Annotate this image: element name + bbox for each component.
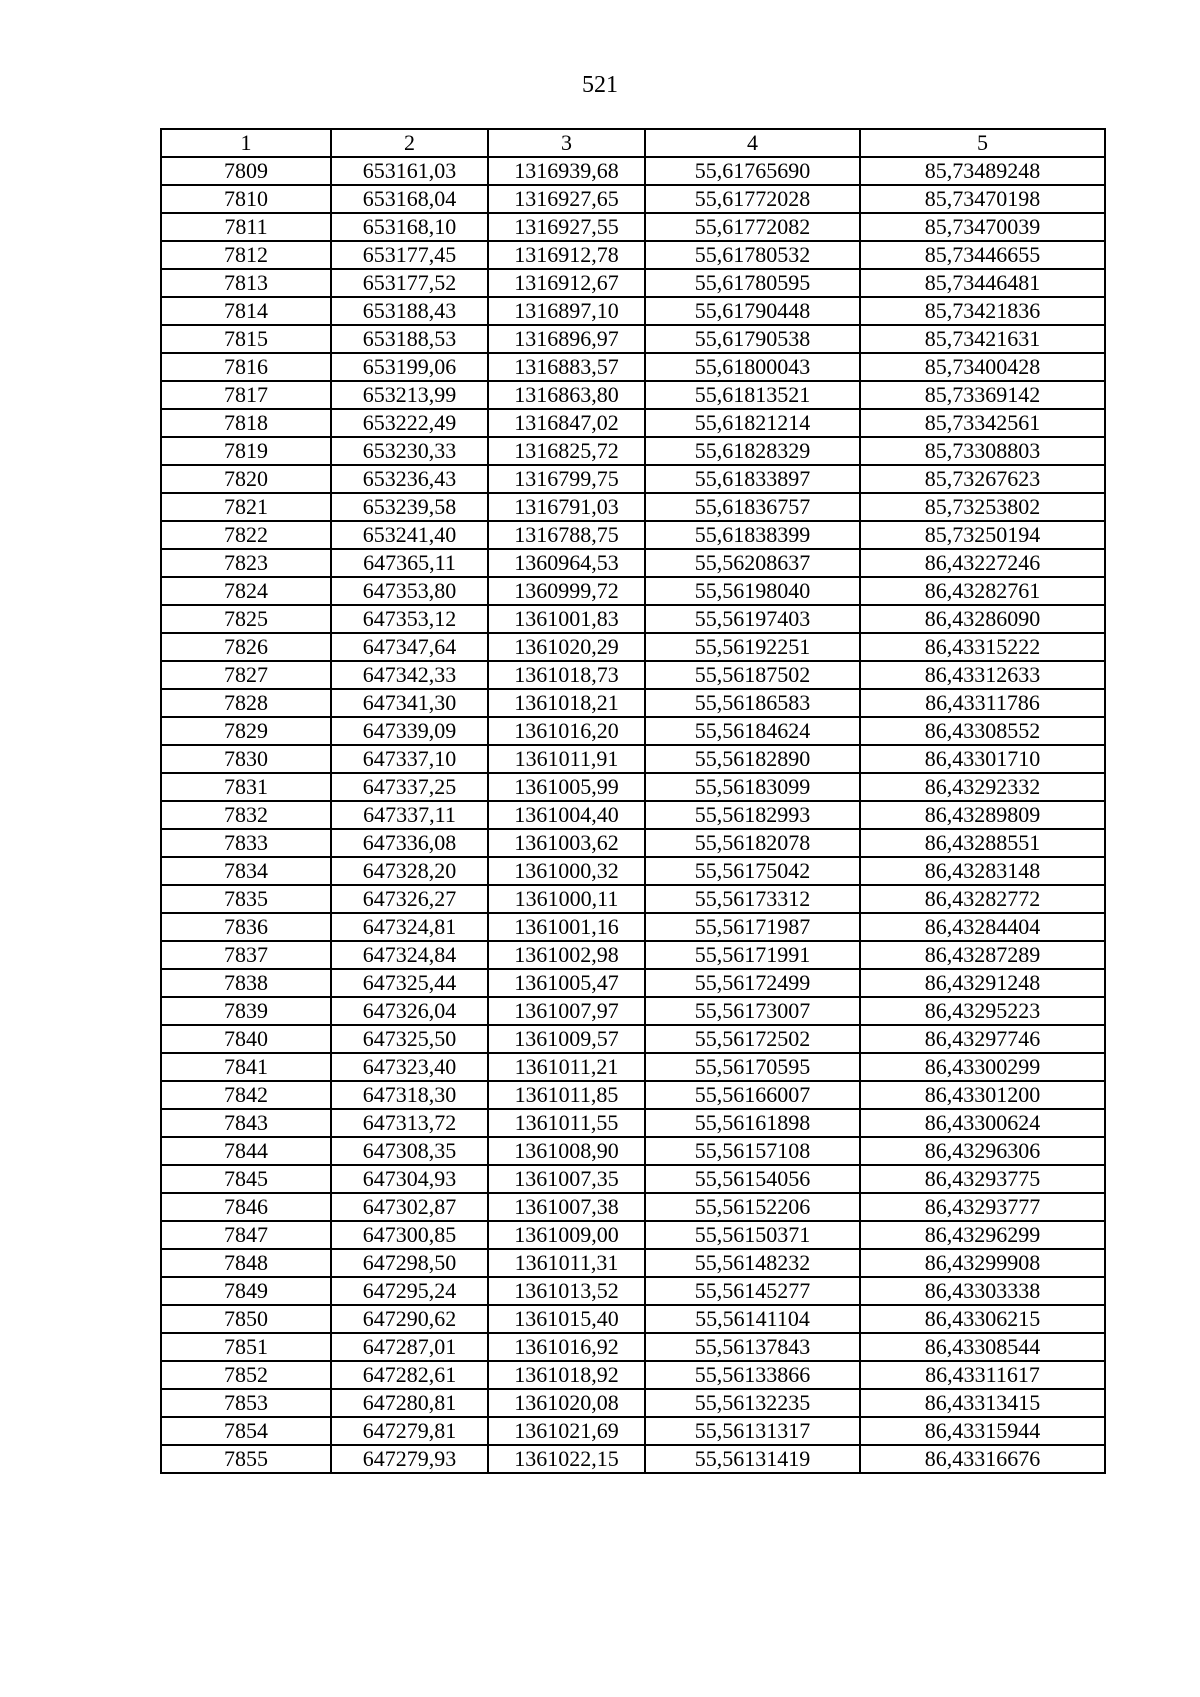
point-number-cell: 7839 xyxy=(161,997,331,1025)
page-number: 521 xyxy=(582,72,618,98)
x-coordinate-cell: 653168,04 xyxy=(331,185,488,213)
x-coordinate-cell: 647324,84 xyxy=(331,941,488,969)
latitude-cell: 55,56172502 xyxy=(645,1025,860,1053)
x-coordinate-cell: 647318,30 xyxy=(331,1081,488,1109)
y-coordinate-cell: 1361022,15 xyxy=(488,1445,645,1473)
longitude-cell: 85,73400428 xyxy=(860,353,1105,381)
x-coordinate-cell: 647353,80 xyxy=(331,577,488,605)
x-coordinate-cell: 653213,99 xyxy=(331,381,488,409)
latitude-cell: 55,61828329 xyxy=(645,437,860,465)
longitude-cell: 86,43296306 xyxy=(860,1137,1105,1165)
table-row xyxy=(161,969,1105,997)
point-number-cell: 7831 xyxy=(161,773,331,801)
table-row xyxy=(161,521,1105,549)
x-coordinate-cell: 647326,27 xyxy=(331,885,488,913)
latitude-cell: 55,56186583 xyxy=(645,689,860,717)
table-row xyxy=(161,801,1105,829)
longitude-cell: 86,43308544 xyxy=(860,1333,1105,1361)
y-coordinate-cell: 1361018,21 xyxy=(488,689,645,717)
y-coordinate-cell: 1361005,99 xyxy=(488,773,645,801)
table-row xyxy=(161,1221,1105,1249)
y-coordinate-cell: 1361008,90 xyxy=(488,1137,645,1165)
latitude-cell: 55,56182993 xyxy=(645,801,860,829)
latitude-cell: 55,56148232 xyxy=(645,1249,860,1277)
latitude-cell: 55,56192251 xyxy=(645,633,860,661)
y-coordinate-cell: 1361011,55 xyxy=(488,1109,645,1137)
longitude-cell: 86,43313415 xyxy=(860,1389,1105,1417)
x-coordinate-cell: 647279,81 xyxy=(331,1417,488,1445)
point-number-cell: 7809 xyxy=(161,157,331,185)
y-coordinate-cell: 1361009,00 xyxy=(488,1221,645,1249)
latitude-cell: 55,61838399 xyxy=(645,521,860,549)
point-number-cell: 7847 xyxy=(161,1221,331,1249)
x-coordinate-cell: 653241,40 xyxy=(331,521,488,549)
y-coordinate-cell: 1316897,10 xyxy=(488,297,645,325)
point-number-cell: 7851 xyxy=(161,1333,331,1361)
y-coordinate-cell: 1361000,11 xyxy=(488,885,645,913)
longitude-cell: 86,43308552 xyxy=(860,717,1105,745)
longitude-cell: 86,43316676 xyxy=(860,1445,1105,1473)
x-coordinate-cell: 647308,35 xyxy=(331,1137,488,1165)
latitude-cell: 55,56152206 xyxy=(645,1193,860,1221)
latitude-cell: 55,56137843 xyxy=(645,1333,860,1361)
latitude-cell: 55,56197403 xyxy=(645,605,860,633)
longitude-cell: 86,43296299 xyxy=(860,1221,1105,1249)
longitude-cell: 86,43282772 xyxy=(860,885,1105,913)
longitude-cell: 86,43288551 xyxy=(860,829,1105,857)
y-coordinate-cell: 1316825,72 xyxy=(488,437,645,465)
point-number-cell: 7848 xyxy=(161,1249,331,1277)
point-number-cell: 7854 xyxy=(161,1417,331,1445)
x-coordinate-cell: 647280,81 xyxy=(331,1389,488,1417)
point-number-cell: 7837 xyxy=(161,941,331,969)
table-row xyxy=(161,829,1105,857)
latitude-cell: 55,56132235 xyxy=(645,1389,860,1417)
x-coordinate-cell: 653177,45 xyxy=(331,241,488,269)
x-coordinate-cell: 647287,01 xyxy=(331,1333,488,1361)
table-row xyxy=(161,689,1105,717)
point-number-cell: 7835 xyxy=(161,885,331,913)
point-number-cell: 7850 xyxy=(161,1305,331,1333)
latitude-cell: 55,56172499 xyxy=(645,969,860,997)
point-number-cell: 7841 xyxy=(161,1053,331,1081)
latitude-cell: 55,56182078 xyxy=(645,829,860,857)
table-row xyxy=(161,353,1105,381)
table-row xyxy=(161,1193,1105,1221)
y-coordinate-cell: 1361020,08 xyxy=(488,1389,645,1417)
table-row xyxy=(161,1249,1105,1277)
longitude-cell: 86,43311786 xyxy=(860,689,1105,717)
x-coordinate-cell: 647337,10 xyxy=(331,745,488,773)
y-coordinate-cell: 1316912,78 xyxy=(488,241,645,269)
longitude-cell: 86,43300299 xyxy=(860,1053,1105,1081)
column-header-5: 5 xyxy=(860,129,1105,157)
longitude-cell: 85,73470198 xyxy=(860,185,1105,213)
table-row xyxy=(161,549,1105,577)
y-coordinate-cell: 1361021,69 xyxy=(488,1417,645,1445)
longitude-cell: 85,73369142 xyxy=(860,381,1105,409)
point-number-cell: 7822 xyxy=(161,521,331,549)
latitude-cell: 55,56161898 xyxy=(645,1109,860,1137)
latitude-cell: 55,56154056 xyxy=(645,1165,860,1193)
table-row xyxy=(161,1137,1105,1165)
y-coordinate-cell: 1361018,73 xyxy=(488,661,645,689)
latitude-cell: 55,61836757 xyxy=(645,493,860,521)
longitude-cell: 85,73267623 xyxy=(860,465,1105,493)
latitude-cell: 55,56145277 xyxy=(645,1277,860,1305)
y-coordinate-cell: 1361001,83 xyxy=(488,605,645,633)
x-coordinate-cell: 653222,49 xyxy=(331,409,488,437)
x-coordinate-cell: 647304,93 xyxy=(331,1165,488,1193)
table-row xyxy=(161,997,1105,1025)
latitude-cell: 55,56171991 xyxy=(645,941,860,969)
longitude-cell: 86,43306215 xyxy=(860,1305,1105,1333)
x-coordinate-cell: 647290,62 xyxy=(331,1305,488,1333)
coordinates-table xyxy=(160,128,1106,1474)
longitude-cell: 85,73446655 xyxy=(860,241,1105,269)
point-number-cell: 7845 xyxy=(161,1165,331,1193)
table-row xyxy=(161,1417,1105,1445)
point-number-cell: 7825 xyxy=(161,605,331,633)
column-header-2: 2 xyxy=(331,129,488,157)
x-coordinate-cell: 647328,20 xyxy=(331,857,488,885)
point-number-cell: 7853 xyxy=(161,1389,331,1417)
y-coordinate-cell: 1361015,40 xyxy=(488,1305,645,1333)
latitude-cell: 55,56187502 xyxy=(645,661,860,689)
y-coordinate-cell: 1361003,62 xyxy=(488,829,645,857)
y-coordinate-cell: 1316939,68 xyxy=(488,157,645,185)
x-coordinate-cell: 653236,43 xyxy=(331,465,488,493)
y-coordinate-cell: 1361011,21 xyxy=(488,1053,645,1081)
point-number-cell: 7849 xyxy=(161,1277,331,1305)
x-coordinate-cell: 647336,08 xyxy=(331,829,488,857)
point-number-cell: 7818 xyxy=(161,409,331,437)
x-coordinate-cell: 647337,11 xyxy=(331,801,488,829)
table-row xyxy=(161,773,1105,801)
y-coordinate-cell: 1361000,32 xyxy=(488,857,645,885)
table-row xyxy=(161,1333,1105,1361)
y-coordinate-cell: 1361009,57 xyxy=(488,1025,645,1053)
latitude-cell: 55,56182890 xyxy=(645,745,860,773)
table-row xyxy=(161,577,1105,605)
longitude-cell: 86,43283148 xyxy=(860,857,1105,885)
x-coordinate-cell: 653161,03 xyxy=(331,157,488,185)
table-row xyxy=(161,1081,1105,1109)
table-row xyxy=(161,857,1105,885)
column-header-4: 4 xyxy=(645,129,860,157)
point-number-cell: 7846 xyxy=(161,1193,331,1221)
x-coordinate-cell: 653239,58 xyxy=(331,493,488,521)
point-number-cell: 7814 xyxy=(161,297,331,325)
y-coordinate-cell: 1361018,92 xyxy=(488,1361,645,1389)
table-row xyxy=(161,1305,1105,1333)
latitude-cell: 55,56150371 xyxy=(645,1221,860,1249)
point-number-cell: 7826 xyxy=(161,633,331,661)
point-number-cell: 7829 xyxy=(161,717,331,745)
y-coordinate-cell: 1361011,31 xyxy=(488,1249,645,1277)
point-number-cell: 7811 xyxy=(161,213,331,241)
point-number-cell: 7833 xyxy=(161,829,331,857)
x-coordinate-cell: 647324,81 xyxy=(331,913,488,941)
table-row xyxy=(161,297,1105,325)
longitude-cell: 85,73250194 xyxy=(860,521,1105,549)
point-number-cell: 7816 xyxy=(161,353,331,381)
latitude-cell: 55,56166007 xyxy=(645,1081,860,1109)
x-coordinate-cell: 653199,06 xyxy=(331,353,488,381)
point-number-cell: 7838 xyxy=(161,969,331,997)
y-coordinate-cell: 1361007,97 xyxy=(488,997,645,1025)
longitude-cell: 86,43282761 xyxy=(860,577,1105,605)
point-number-cell: 7810 xyxy=(161,185,331,213)
longitude-cell: 86,43303338 xyxy=(860,1277,1105,1305)
y-coordinate-cell: 1361020,29 xyxy=(488,633,645,661)
point-number-cell: 7828 xyxy=(161,689,331,717)
latitude-cell: 55,61813521 xyxy=(645,381,860,409)
y-coordinate-cell: 1316896,97 xyxy=(488,325,645,353)
longitude-cell: 86,43293775 xyxy=(860,1165,1105,1193)
x-coordinate-cell: 647339,09 xyxy=(331,717,488,745)
latitude-cell: 55,61821214 xyxy=(645,409,860,437)
table-row xyxy=(161,661,1105,689)
latitude-cell: 55,56173312 xyxy=(645,885,860,913)
table-row xyxy=(161,885,1105,913)
longitude-cell: 86,43227246 xyxy=(860,549,1105,577)
table-row xyxy=(161,1389,1105,1417)
latitude-cell: 55,56208637 xyxy=(645,549,860,577)
point-number-cell: 7852 xyxy=(161,1361,331,1389)
y-coordinate-cell: 1316791,03 xyxy=(488,493,645,521)
table-row xyxy=(161,213,1105,241)
point-number-cell: 7830 xyxy=(161,745,331,773)
latitude-cell: 55,56183099 xyxy=(645,773,860,801)
y-coordinate-cell: 1316863,80 xyxy=(488,381,645,409)
y-coordinate-cell: 1361002,98 xyxy=(488,941,645,969)
longitude-cell: 86,43292332 xyxy=(860,773,1105,801)
y-coordinate-cell: 1361007,38 xyxy=(488,1193,645,1221)
latitude-cell: 55,56198040 xyxy=(645,577,860,605)
x-coordinate-cell: 647337,25 xyxy=(331,773,488,801)
x-coordinate-cell: 647279,93 xyxy=(331,1445,488,1473)
latitude-cell: 55,61780532 xyxy=(645,241,860,269)
longitude-cell: 86,43300624 xyxy=(860,1109,1105,1137)
point-number-cell: 7840 xyxy=(161,1025,331,1053)
latitude-cell: 55,61772082 xyxy=(645,213,860,241)
column-header-3: 3 xyxy=(488,129,645,157)
latitude-cell: 55,61790448 xyxy=(645,297,860,325)
longitude-cell: 85,73446481 xyxy=(860,269,1105,297)
x-coordinate-cell: 647341,30 xyxy=(331,689,488,717)
table-row xyxy=(161,1025,1105,1053)
latitude-cell: 55,56184624 xyxy=(645,717,860,745)
x-coordinate-cell: 647295,24 xyxy=(331,1277,488,1305)
longitude-cell: 86,43284404 xyxy=(860,913,1105,941)
y-coordinate-cell: 1360999,72 xyxy=(488,577,645,605)
longitude-cell: 86,43289809 xyxy=(860,801,1105,829)
table-row xyxy=(161,381,1105,409)
table-header-row xyxy=(161,129,1105,157)
point-number-cell: 7855 xyxy=(161,1445,331,1473)
table-body xyxy=(161,157,1105,1473)
latitude-cell: 55,56131317 xyxy=(645,1417,860,1445)
y-coordinate-cell: 1361004,40 xyxy=(488,801,645,829)
point-number-cell: 7817 xyxy=(161,381,331,409)
point-number-cell: 7812 xyxy=(161,241,331,269)
latitude-cell: 55,56157108 xyxy=(645,1137,860,1165)
table-row xyxy=(161,605,1105,633)
point-number-cell: 7824 xyxy=(161,577,331,605)
y-coordinate-cell: 1316927,55 xyxy=(488,213,645,241)
y-coordinate-cell: 1361013,52 xyxy=(488,1277,645,1305)
longitude-cell: 86,43287289 xyxy=(860,941,1105,969)
x-coordinate-cell: 647365,11 xyxy=(331,549,488,577)
y-coordinate-cell: 1361001,16 xyxy=(488,913,645,941)
x-coordinate-cell: 647282,61 xyxy=(331,1361,488,1389)
x-coordinate-cell: 647325,50 xyxy=(331,1025,488,1053)
latitude-cell: 55,56170595 xyxy=(645,1053,860,1081)
y-coordinate-cell: 1316883,57 xyxy=(488,353,645,381)
table-row xyxy=(161,633,1105,661)
table-row xyxy=(161,269,1105,297)
table-row xyxy=(161,1445,1105,1473)
longitude-cell: 86,43293777 xyxy=(860,1193,1105,1221)
table-row xyxy=(161,1277,1105,1305)
y-coordinate-cell: 1316788,75 xyxy=(488,521,645,549)
longitude-cell: 86,43301710 xyxy=(860,745,1105,773)
longitude-cell: 86,43286090 xyxy=(860,605,1105,633)
x-coordinate-cell: 647325,44 xyxy=(331,969,488,997)
y-coordinate-cell: 1361005,47 xyxy=(488,969,645,997)
latitude-cell: 55,56141104 xyxy=(645,1305,860,1333)
longitude-cell: 86,43301200 xyxy=(860,1081,1105,1109)
latitude-cell: 55,61833897 xyxy=(645,465,860,493)
table-row xyxy=(161,465,1105,493)
latitude-cell: 55,61800043 xyxy=(645,353,860,381)
table-row xyxy=(161,1053,1105,1081)
x-coordinate-cell: 647342,33 xyxy=(331,661,488,689)
longitude-cell: 85,73489248 xyxy=(860,157,1105,185)
x-coordinate-cell: 647323,40 xyxy=(331,1053,488,1081)
longitude-cell: 85,73308803 xyxy=(860,437,1105,465)
table-row xyxy=(161,157,1105,185)
x-coordinate-cell: 647347,64 xyxy=(331,633,488,661)
latitude-cell: 55,56173007 xyxy=(645,997,860,1025)
latitude-cell: 55,61790538 xyxy=(645,325,860,353)
table-row xyxy=(161,913,1105,941)
longitude-cell: 86,43311617 xyxy=(860,1361,1105,1389)
table-row xyxy=(161,185,1105,213)
point-number-cell: 7813 xyxy=(161,269,331,297)
table-row xyxy=(161,941,1105,969)
y-coordinate-cell: 1361007,35 xyxy=(488,1165,645,1193)
longitude-cell: 86,43297746 xyxy=(860,1025,1105,1053)
y-coordinate-cell: 1316799,75 xyxy=(488,465,645,493)
point-number-cell: 7815 xyxy=(161,325,331,353)
point-number-cell: 7823 xyxy=(161,549,331,577)
x-coordinate-cell: 653230,33 xyxy=(331,437,488,465)
table-row xyxy=(161,437,1105,465)
column-header-1: 1 xyxy=(161,129,331,157)
latitude-cell: 55,56131419 xyxy=(645,1445,860,1473)
longitude-cell: 85,73342561 xyxy=(860,409,1105,437)
longitude-cell: 86,43312633 xyxy=(860,661,1105,689)
longitude-cell: 85,73421836 xyxy=(860,297,1105,325)
longitude-cell: 85,73470039 xyxy=(860,213,1105,241)
table-row xyxy=(161,409,1105,437)
x-coordinate-cell: 647353,12 xyxy=(331,605,488,633)
x-coordinate-cell: 647302,87 xyxy=(331,1193,488,1221)
table-row xyxy=(161,325,1105,353)
x-coordinate-cell: 647326,04 xyxy=(331,997,488,1025)
x-coordinate-cell: 647298,50 xyxy=(331,1249,488,1277)
table-row xyxy=(161,717,1105,745)
point-number-cell: 7834 xyxy=(161,857,331,885)
table-row xyxy=(161,1109,1105,1137)
point-number-cell: 7819 xyxy=(161,437,331,465)
point-number-cell: 7820 xyxy=(161,465,331,493)
point-number-cell: 7842 xyxy=(161,1081,331,1109)
y-coordinate-cell: 1361011,91 xyxy=(488,745,645,773)
y-coordinate-cell: 1316927,65 xyxy=(488,185,645,213)
point-number-cell: 7827 xyxy=(161,661,331,689)
latitude-cell: 55,56171987 xyxy=(645,913,860,941)
x-coordinate-cell: 653177,52 xyxy=(331,269,488,297)
y-coordinate-cell: 1361011,85 xyxy=(488,1081,645,1109)
y-coordinate-cell: 1316847,02 xyxy=(488,409,645,437)
longitude-cell: 85,73253802 xyxy=(860,493,1105,521)
longitude-cell: 86,43291248 xyxy=(860,969,1105,997)
longitude-cell: 86,43299908 xyxy=(860,1249,1105,1277)
x-coordinate-cell: 653188,53 xyxy=(331,325,488,353)
x-coordinate-cell: 647300,85 xyxy=(331,1221,488,1249)
point-number-cell: 7844 xyxy=(161,1137,331,1165)
latitude-cell: 55,61765690 xyxy=(645,157,860,185)
x-coordinate-cell: 653188,43 xyxy=(331,297,488,325)
latitude-cell: 55,56175042 xyxy=(645,857,860,885)
table-row xyxy=(161,745,1105,773)
point-number-cell: 7821 xyxy=(161,493,331,521)
x-coordinate-cell: 653168,10 xyxy=(331,213,488,241)
latitude-cell: 55,61780595 xyxy=(645,269,860,297)
longitude-cell: 85,73421631 xyxy=(860,325,1105,353)
table-row xyxy=(161,241,1105,269)
table-row xyxy=(161,493,1105,521)
longitude-cell: 86,43315222 xyxy=(860,633,1105,661)
latitude-cell: 55,56133866 xyxy=(645,1361,860,1389)
longitude-cell: 86,43295223 xyxy=(860,997,1105,1025)
x-coordinate-cell: 647313,72 xyxy=(331,1109,488,1137)
y-coordinate-cell: 1361016,20 xyxy=(488,717,645,745)
y-coordinate-cell: 1360964,53 xyxy=(488,549,645,577)
y-coordinate-cell: 1361016,92 xyxy=(488,1333,645,1361)
point-number-cell: 7832 xyxy=(161,801,331,829)
y-coordinate-cell: 1316912,67 xyxy=(488,269,645,297)
point-number-cell: 7836 xyxy=(161,913,331,941)
table-row xyxy=(161,1361,1105,1389)
latitude-cell: 55,61772028 xyxy=(645,185,860,213)
table-row xyxy=(161,1165,1105,1193)
longitude-cell: 86,43315944 xyxy=(860,1417,1105,1445)
point-number-cell: 7843 xyxy=(161,1109,331,1137)
